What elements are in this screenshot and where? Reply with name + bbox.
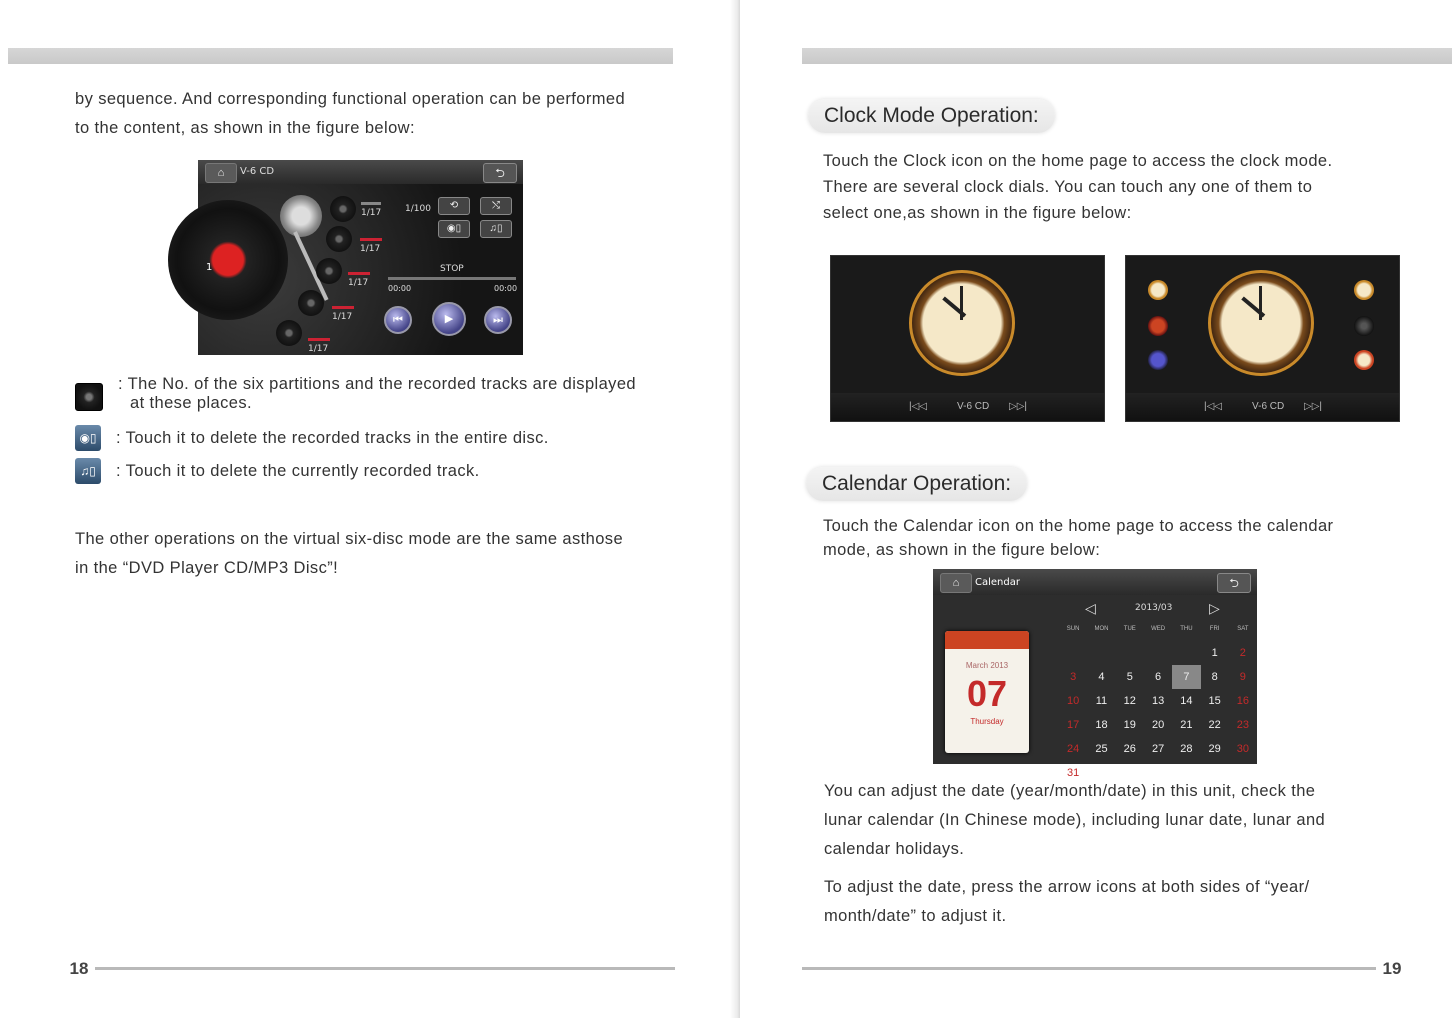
prev-icon[interactable]: |◁◁: [909, 401, 927, 412]
day-cell[interactable]: 11: [1095, 695, 1108, 707]
prev-month-arrow[interactable]: ◁: [1085, 601, 1096, 617]
day-cell[interactable]: 30: [1236, 743, 1249, 755]
day-cell[interactable]: 27: [1151, 743, 1165, 755]
legend-line-1: : The No. of the six partitions and the recorded tracks are displayed: [118, 375, 636, 393]
card-month: March 2013: [965, 661, 1009, 670]
day-cell[interactable]: 19: [1123, 719, 1136, 731]
month-label: 2013/03: [1135, 603, 1173, 613]
track-bar: [360, 238, 382, 241]
right-page: [740, 0, 1455, 1018]
day-cell[interactable]: 13: [1151, 695, 1165, 707]
day-cell[interactable]: 23: [1236, 719, 1249, 731]
tonearm-icon: [280, 195, 322, 237]
disc-icon[interactable]: [330, 196, 356, 222]
shuffle-button[interactable]: ⤭: [480, 197, 512, 215]
weekday-label: TUE: [1123, 626, 1136, 632]
calendar-grid: [1059, 617, 1257, 785]
day-cell[interactable]: 1: [1211, 647, 1218, 659]
day-cell[interactable]: [1172, 641, 1200, 665]
calendar-line-2: mode, as shown in the figure below:: [823, 541, 1101, 559]
legend-line-4: : Touch it to delete the currently recorded track.: [116, 462, 480, 480]
day-cell[interactable]: 15: [1208, 695, 1221, 707]
day-cell[interactable]: 17: [1067, 719, 1080, 731]
legend-line-2: at these places.: [130, 394, 252, 412]
day-cell[interactable]: 16: [1236, 695, 1249, 707]
weekday-label: WED: [1151, 626, 1166, 632]
adjust-line-3: calendar holidays.: [824, 840, 965, 858]
track-label: 1/17: [361, 208, 382, 218]
clock-option-icon[interactable]: [1148, 316, 1168, 336]
day-cell[interactable]: 9: [1239, 671, 1246, 683]
header-band: [802, 48, 1452, 64]
clock-bottom-bar: [831, 393, 1104, 421]
day-cell[interactable]: 4: [1098, 671, 1105, 683]
track-label: 1/17: [360, 244, 381, 254]
day-cell[interactable]: 8: [1211, 671, 1218, 683]
clock-bar-label: V-6 CD: [957, 401, 990, 412]
disc-icon[interactable]: [298, 290, 324, 316]
home-icon[interactable]: ⌂: [205, 163, 237, 183]
day-cell[interactable]: 29: [1208, 743, 1221, 755]
calendar-line-1: Touch the Calendar icon on the home page to access the calendar: [823, 517, 1334, 535]
home-icon[interactable]: ⌂: [940, 573, 972, 593]
clock-option-icon[interactable]: [1148, 280, 1168, 300]
disc-icon[interactable]: [316, 258, 342, 284]
time-start: 00:00: [388, 284, 412, 293]
disc-partition-icon: [75, 383, 103, 411]
disc-number: 1: [206, 262, 213, 273]
intro-line-1: by sequence. And corresponding functional operation can be performed: [75, 90, 626, 108]
clock-heading: Clock Mode Operation:: [808, 99, 1055, 133]
day-cell[interactable]: [1059, 641, 1087, 665]
track-bar: [348, 272, 370, 275]
minute-hand: [960, 286, 963, 320]
day-cell[interactable]: 2: [1239, 647, 1246, 659]
day-cell[interactable]: 20: [1151, 719, 1165, 731]
day-cell[interactable]: [1087, 641, 1115, 665]
outro-line-1: The other operations on the virtual six-disc mode are the same asthose: [75, 530, 624, 548]
card-day: 07: [966, 673, 1008, 714]
weekday-label: FRI: [1209, 626, 1220, 632]
adjust-line-5: month/date” to adjust it.: [824, 907, 1007, 925]
track-label: 1/17: [332, 312, 353, 322]
calendar-title: Calendar: [975, 577, 1020, 588]
day-cell[interactable]: [1201, 761, 1229, 785]
delete-track-icon[interactable]: ♫▯: [480, 220, 512, 238]
play-button[interactable]: ▶: [432, 302, 466, 336]
back-icon[interactable]: ⮌: [1217, 573, 1251, 593]
calendar-card: [945, 631, 1029, 753]
turntable-icon: [168, 200, 288, 320]
clock-option-icon[interactable]: [1354, 280, 1374, 300]
next-icon[interactable]: ▷▷|: [1304, 401, 1322, 412]
day-cell[interactable]: 22: [1208, 719, 1221, 731]
weekday-label: THU: [1180, 626, 1193, 632]
day-cell[interactable]: [1116, 641, 1144, 665]
adjust-line-1: You can adjust the date (year/month/date) in this unit, check the: [824, 782, 1316, 800]
next-month-arrow[interactable]: ▷: [1209, 601, 1220, 617]
cd-title: V-6 CD: [240, 166, 275, 177]
legend-line-3: : Touch it to delete the recorded tracks in the entire disc.: [116, 429, 549, 447]
day-cell[interactable]: 25: [1095, 743, 1108, 755]
weekday-label: SAT: [1237, 626, 1249, 632]
weekday-label: MON: [1094, 626, 1109, 632]
next-button[interactable]: ⏭: [484, 306, 512, 334]
track-label: 1/17: [308, 344, 329, 354]
adjust-line-2: lunar calendar (In Chinese mode), including lunar date, lunar and: [824, 811, 1326, 829]
day-cell[interactable]: 6: [1155, 671, 1162, 683]
header-band: [8, 48, 673, 64]
calendar-screenshot: [933, 569, 1257, 779]
cd-screenshot: [198, 160, 523, 355]
day-cell[interactable]: 31: [1067, 767, 1080, 779]
disc-icon[interactable]: [276, 320, 302, 346]
prev-button[interactable]: ⏮: [384, 306, 412, 334]
track-bar: [332, 306, 354, 309]
clock-line-1: Touch the Clock icon on the home page to access the clock mode.: [823, 152, 1333, 170]
clock-screenshot-1: [830, 255, 1105, 422]
day-cell[interactable]: 21: [1180, 719, 1193, 731]
cd-topbar: [198, 160, 523, 184]
repeat-button[interactable]: ⟲: [438, 197, 470, 215]
day-cell[interactable]: 5: [1126, 671, 1133, 683]
minute-hand: [1259, 286, 1262, 320]
back-icon[interactable]: ⮌: [483, 163, 517, 183]
footer-line: [802, 967, 1376, 970]
track-bar: [308, 338, 330, 341]
clock-bar-label: V-6 CD: [1252, 401, 1285, 412]
footer-line: [95, 967, 675, 970]
calendar-heading: Calendar Operation:: [806, 467, 1027, 501]
day-cell[interactable]: [1116, 761, 1144, 785]
clock-option-icon[interactable]: [1148, 350, 1168, 370]
disc-icon[interactable]: [326, 226, 352, 252]
page-number: 19: [1370, 952, 1414, 986]
day-cell[interactable]: [1229, 761, 1257, 785]
day-cell[interactable]: 14: [1180, 695, 1193, 707]
track-bar: [361, 202, 381, 205]
day-cell[interactable]: 3: [1070, 671, 1077, 683]
clock-line-3: select one,as shown in the figure below:: [823, 204, 1132, 222]
calendar-topbar: [933, 569, 1257, 595]
clock-option-icon[interactable]: [1354, 350, 1374, 370]
progress-bar[interactable]: [388, 277, 516, 280]
page-number: 18: [57, 952, 101, 986]
clock-screenshot-2: [1125, 255, 1400, 422]
next-icon[interactable]: ▷▷|: [1009, 401, 1027, 412]
calendar-card-top: [945, 631, 1029, 649]
day-cell[interactable]: 26: [1123, 743, 1136, 755]
clock-line-2: There are several clock dials. You can touch any one of them to: [823, 178, 1313, 196]
day-cell-selected[interactable]: 7: [1172, 665, 1200, 689]
day-cell[interactable]: 28: [1180, 743, 1193, 755]
adjust-line-4: To adjust the date, press the arrow icons at both sides of “year/: [824, 878, 1310, 896]
delete-track-icon: ♫▯: [75, 458, 101, 484]
time-end: 00:00: [494, 284, 518, 293]
day-cell[interactable]: [1172, 761, 1200, 785]
day-cell[interactable]: [1144, 761, 1172, 785]
outro-line-2: in the “DVD Player CD/MP3 Disc”!: [75, 559, 339, 577]
day-cell[interactable]: [1087, 761, 1115, 785]
prev-icon[interactable]: |◁◁: [1204, 401, 1222, 412]
card-weekday: Thursday: [970, 717, 1004, 726]
play-status: STOP: [440, 264, 464, 274]
delete-disc-icon[interactable]: ◉▯: [438, 220, 470, 238]
delete-disc-icon: ◉▯: [75, 425, 101, 451]
clock-bottom-bar: [1126, 393, 1399, 421]
day-cell[interactable]: 18: [1095, 719, 1108, 731]
clock-option-icon[interactable]: [1354, 316, 1374, 336]
weekday-label: SUN: [1066, 626, 1080, 632]
intro-line-2: to the content, as shown in the figure below:: [75, 119, 415, 137]
day-cell[interactable]: 10: [1067, 695, 1080, 707]
track-count: 1/100: [405, 204, 431, 214]
track-label: 1/17: [348, 278, 369, 288]
day-cell[interactable]: 24: [1067, 743, 1080, 755]
day-cell[interactable]: [1144, 641, 1172, 665]
day-cell[interactable]: 12: [1123, 695, 1136, 707]
